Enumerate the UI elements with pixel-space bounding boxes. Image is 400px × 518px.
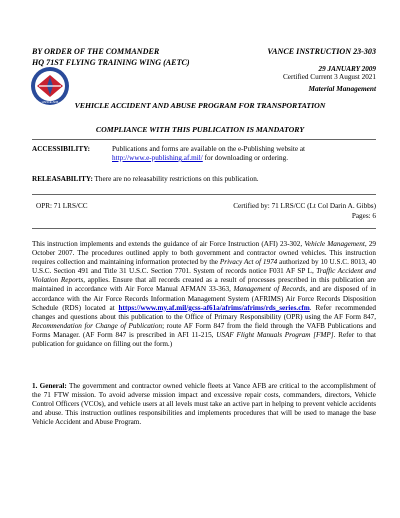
general-section — [32, 382, 376, 427]
accessibility-text-end: for downloading or ordering. — [202, 154, 289, 162]
wing-crest-icon — [30, 66, 70, 106]
certification-block — [233, 202, 376, 221]
introduction-paragraph: This instruction implements and extends the guidance of air Force Instruction (AFI) 23-302, Vehicle Management, 29 October 2007. The procedures outlined apply to both government and contractor owned vehicles. This instruction requires collection and maintaining information protected by the Privacy Act of 1974 authorized by 10 U.S.C. 8013, 40 U.S.C. Section 491 and Title 31 U.S.C. Section 7701. System of records notice F031 AF SP L, Traffic Accident and Violation Reports, applies. Ensure that all records created as a result of processes prescribed in this publication are maintained in accordance with Air Force Manual AFMAN 33-363, Management of Records, and are disposed of in accordance with the Air Force Records Information Management System (AFRIMS) Air Force Records Disposition Schedule (RDS) located at https://www.my.af.mil/gcss-af61a/afrims/afrims/rds_series.cfm. Refer recommended changes and questions about this publication to the Office of Primary Responsibility (OPR) using the AF Form 847, Recommendation for Change of Publication; route AF Form 847 from the field through the VAFB Publications and Forms Manager. (AF Form 847 is prescribed in AFI 11-215, USAF Flight Manuals Program [FMP]. Refer to that publication for guidance on filling out the form.) — [32, 240, 377, 349]
general-text: The government and contractor owned vehicle fleets at Vance AFB are critical to the accomplishment of the 71 FTW mission. To avoid adverse mission impact and excessive repair costs, commanders, directors, Vehicle Control Officers (VCOs), and vehicle users at all levels must take an active part in helping to prevent vehicle accidents and abuse. This instruction outlines responsibilities and implements procedures that will be used to manage the base Vehicle Accident and Abuse Program. — [32, 382, 376, 427]
general-heading: 1. General: — [32, 382, 67, 390]
accessibility-section — [32, 145, 376, 163]
releasability-label: RELEASABILITY: — [32, 175, 93, 183]
document-title: VEHICLE ACCIDENT AND ABUSE PROGRAM FOR TRANSPORTATION — [74, 101, 326, 110]
crest-text: VANCE AFB — [41, 100, 59, 104]
publication-date-block — [283, 65, 376, 82]
divider — [32, 194, 376, 195]
accessibility-text: Publications and forms are available on the e-Publishing website at — [112, 145, 306, 153]
afrims-link[interactable]: https://www.my.af.mil/gcss-af61a/afrims/afrims/rds_series.cfm — [118, 303, 310, 312]
category-label: Material Management — [308, 84, 376, 93]
page-count: Pages: 6 — [351, 211, 376, 220]
releasability-text: There are no releasability restrictions on this publication. — [92, 175, 259, 183]
order-line: BY ORDER OF THE COMMANDER — [32, 47, 160, 56]
divider — [32, 228, 376, 229]
instruction-number: VANCE INSTRUCTION 23-303 — [267, 47, 376, 56]
certified-current: Certified Current 3 August 2021 — [282, 73, 376, 82]
wing-line: HQ 71ST FLYING TRAINING WING (AETC) — [32, 58, 190, 67]
opr-line: OPR: 71 LRS/CC — [36, 202, 88, 210]
divider — [32, 139, 376, 140]
epublishing-link[interactable]: http://www.e-publishing.af.mil/ — [112, 154, 203, 162]
compliance-statement: COMPLIANCE WITH THIS PUBLICATION IS MANDATORY — [95, 125, 305, 134]
publication-date: 29 JANUARY 2009 — [318, 65, 376, 73]
accessibility-label: ACCESSIBILITY: — [32, 145, 91, 153]
authority-header — [32, 46, 190, 68]
releasability-section — [32, 175, 259, 183]
certified-by: Certified by: 71 LRS/CC (Lt Col Darin A. Gibbs) — [233, 202, 376, 210]
